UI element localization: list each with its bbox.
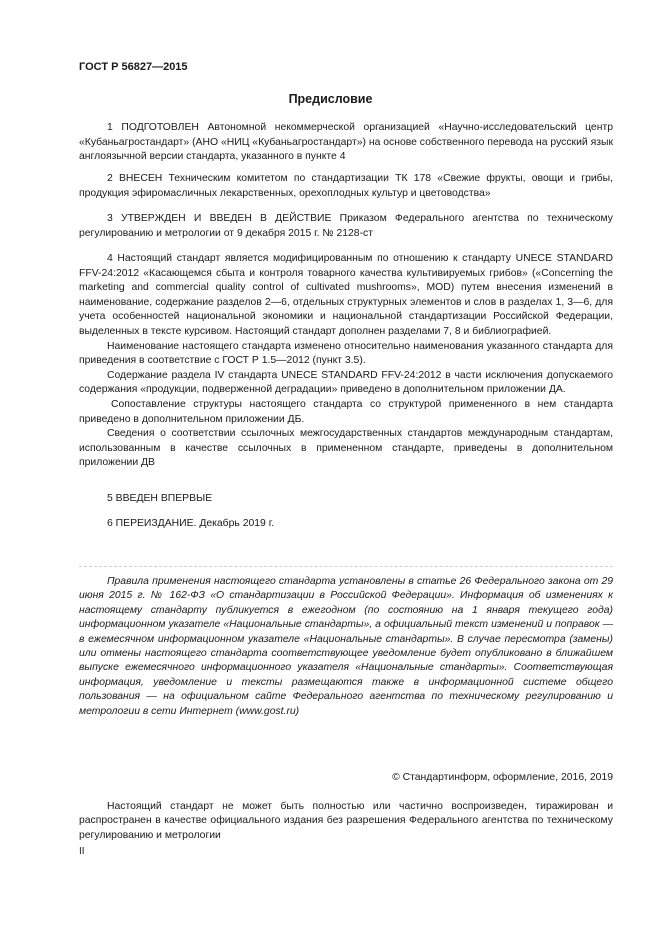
item-4-section-iv: Содержание раздела IV стандарта UNECE STANDARD FFV-24:2012 в части исключения допускаемого содержания «продукции, подверженной деградации» приведено в дополнительном приложении ДА. bbox=[79, 369, 613, 396]
item-3: 3 УТВЕРЖДЕН И ВВЕДЕН В ДЕЙСТВИЕ Приказом Федерального агентства по техническому регулированию и метрологии от 9 декабря 2015 г. № 2128-ст bbox=[79, 213, 613, 239]
item-4-main: 4 Настоящий стандарт является модифицированным по отношению к стандарту UNECE STANDARD FFV-24:2012 «Касающемся сбыта и контроля товарного качества культивируемых грибов» («Concerning the marketing and commercial quality control of cultivated mushrooms», MOD) путем внесения изменений в наименование, содержание разделов 2—6, отдельных структурных элементов и слов в разделах 1, 3—6, для учета особенностей национальной экономики и национальной стандартизации Российской Федерации, выделенных в тексте курсивом. Настоящий стандарт дополнен разделами 7, 8 и библиографией. bbox=[79, 253, 613, 337]
reproduction-notice: Настоящий стандарт не может быть полностью или частично воспроизведен, тиражирован и распространен в качестве официального издания без разрешения Федерального агентства по техническому регулированию и метрологии bbox=[79, 801, 613, 841]
page-number: II bbox=[79, 846, 85, 857]
application-notice: Правила применения настоящего стандарта установлены в статье 26 Федерального закона от 29 июня 2015 г. № 162-ФЗ «О стандартизации в Российской Федерации». Информация об изменениях к настоящему стандарту публикуется в ежегодном (по состоянию на 1 января текущего года) информационном указателе «Национальные стандарты», а официальный текст изменений и поправок — в ежемесячном информационном указателе «Национальные стандарты». В случае пересмотра (замены) или отмены настоящего стандарта соответствующее уведомление будет опубликовано в ближайшем выпуске ежемесячного информационного указателя «Национальные стандарты». Соответствующая информация, уведомление и тексты размещаются также в информационной системе общего пользования — на официальном сайте Федерального агентства по техническому регулированию и метрологии в сети Интернет (www.gost.ru) bbox=[79, 576, 613, 717]
page-title: Предисловие bbox=[288, 92, 373, 106]
divider bbox=[79, 566, 613, 567]
copyright: © Стандартинформ, оформление, 2016, 2019 bbox=[392, 772, 613, 783]
item-4-references: Сведения о соответствии ссылочных межгосударственных стандартов международным стандартам, использованным в качестве ссылочных в примененном стандарте, приведены в дополнительном приложении ДВ bbox=[79, 428, 613, 469]
standard-code: ГОСТ Р 56827—2015 bbox=[79, 61, 188, 73]
item-4-structure: Сопоставление структуры настоящего стандарта со структурой примененного в нем стандарта приведено в дополнительном приложении ДБ. bbox=[79, 398, 613, 425]
item-6: 6 ПЕРЕИЗДАНИЕ. Декабрь 2019 г. bbox=[107, 518, 275, 529]
item-1: 1 ПОДГОТОВЛЕН Автономной некоммерческой организацией «Научно-исследовательский центр «Кубаньагростандарт» (АНО «НИЦ «Кубаньагростандарт») на основе собственного перевода на русский язык англоязычной версии стандарта, указанного в пункте 4 bbox=[79, 122, 613, 163]
item-2: 2 ВНЕСЕН Техническим комитетом по стандартизации ТК 178 «Свежие фрукты, овощи и грибы, продукция эфиромасличных лекарственных, орехоплодных культур и цветоводства» bbox=[79, 173, 613, 199]
item-4-name-change: Наименование настоящего стандарта изменено относительно наименования указанного стандарта для приведения в соответствие с ГОСТ Р 1.5—2012 (пункт 3.5). bbox=[79, 340, 613, 367]
item-5: 5 ВВЕДЕН ВПЕРВЫЕ bbox=[107, 493, 213, 504]
item-4 bbox=[79, 252, 613, 471]
